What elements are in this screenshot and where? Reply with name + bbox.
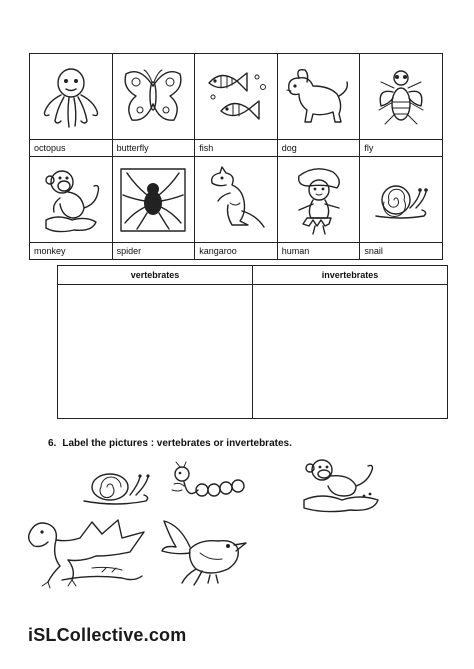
exercise-picture-snail[interactable] bbox=[80, 465, 156, 509]
animal-label: butterfly bbox=[112, 140, 195, 157]
fish-icon bbox=[201, 63, 271, 131]
invertebrates-answer-cell[interactable] bbox=[253, 285, 448, 419]
animal-picture-row bbox=[30, 54, 443, 140]
invertebrates-header: invertebrates bbox=[253, 266, 448, 285]
dragon-icon bbox=[22, 512, 152, 592]
site-watermark: iSLCollective.com bbox=[28, 625, 187, 645]
animal-grid bbox=[29, 53, 443, 260]
animal-label: fish bbox=[195, 140, 278, 157]
animal-picture-row bbox=[30, 157, 443, 243]
animal-label: octopus bbox=[30, 140, 113, 157]
animal-cell-fish bbox=[195, 54, 278, 140]
exercise-picture-caterpillar[interactable] bbox=[170, 460, 248, 506]
animal-label: snail bbox=[360, 243, 443, 260]
vertebrates-answer-cell[interactable] bbox=[58, 285, 253, 419]
animal-cell-spider bbox=[112, 157, 195, 243]
classification-body-row bbox=[58, 285, 448, 419]
vertebrates-header: vertebrates bbox=[58, 266, 253, 285]
exercise-title bbox=[48, 438, 292, 449]
animal-cell-snail bbox=[360, 157, 443, 243]
classification-header-row bbox=[58, 266, 448, 285]
snail-icon bbox=[370, 172, 432, 228]
animal-cell-fly bbox=[360, 54, 443, 140]
exercise-picture-monkey[interactable] bbox=[300, 456, 386, 514]
animal-label: monkey bbox=[30, 243, 113, 260]
animal-cell-octopus bbox=[30, 54, 113, 140]
animal-label-row bbox=[30, 140, 443, 157]
monkey-icon bbox=[300, 456, 386, 514]
animal-label: spider bbox=[112, 243, 195, 260]
exercise-instruction: Label the pictures : vertebrates or invertebrates. bbox=[62, 438, 292, 449]
fly-icon bbox=[371, 64, 431, 130]
exercise-picture-bird[interactable] bbox=[160, 517, 250, 589]
animal-cell-monkey bbox=[30, 157, 113, 243]
human-icon bbox=[285, 164, 353, 236]
spider-icon bbox=[117, 165, 189, 235]
animal-label: human bbox=[277, 243, 360, 260]
animal-cell-dog bbox=[277, 54, 360, 140]
bird-icon bbox=[160, 517, 250, 589]
animal-label: fly bbox=[360, 140, 443, 157]
exercise-number: 6. bbox=[48, 438, 57, 449]
monkey-icon bbox=[38, 164, 104, 236]
caterpillar-icon bbox=[170, 460, 248, 506]
animal-label-row bbox=[30, 243, 443, 260]
snail-icon bbox=[80, 465, 156, 509]
animal-cell-kangaroo bbox=[195, 157, 278, 243]
animal-cell-butterfly bbox=[112, 54, 195, 140]
exercise-picture-dragon[interactable] bbox=[22, 512, 152, 592]
animal-cell-human bbox=[277, 157, 360, 243]
animal-label: dog bbox=[277, 140, 360, 157]
animal-label: kangaroo bbox=[195, 243, 278, 260]
dog-icon bbox=[283, 64, 355, 130]
kangaroo-icon bbox=[202, 165, 270, 235]
butterfly-icon bbox=[120, 64, 186, 130]
classification-table bbox=[57, 265, 448, 419]
octopus-icon bbox=[39, 63, 103, 131]
